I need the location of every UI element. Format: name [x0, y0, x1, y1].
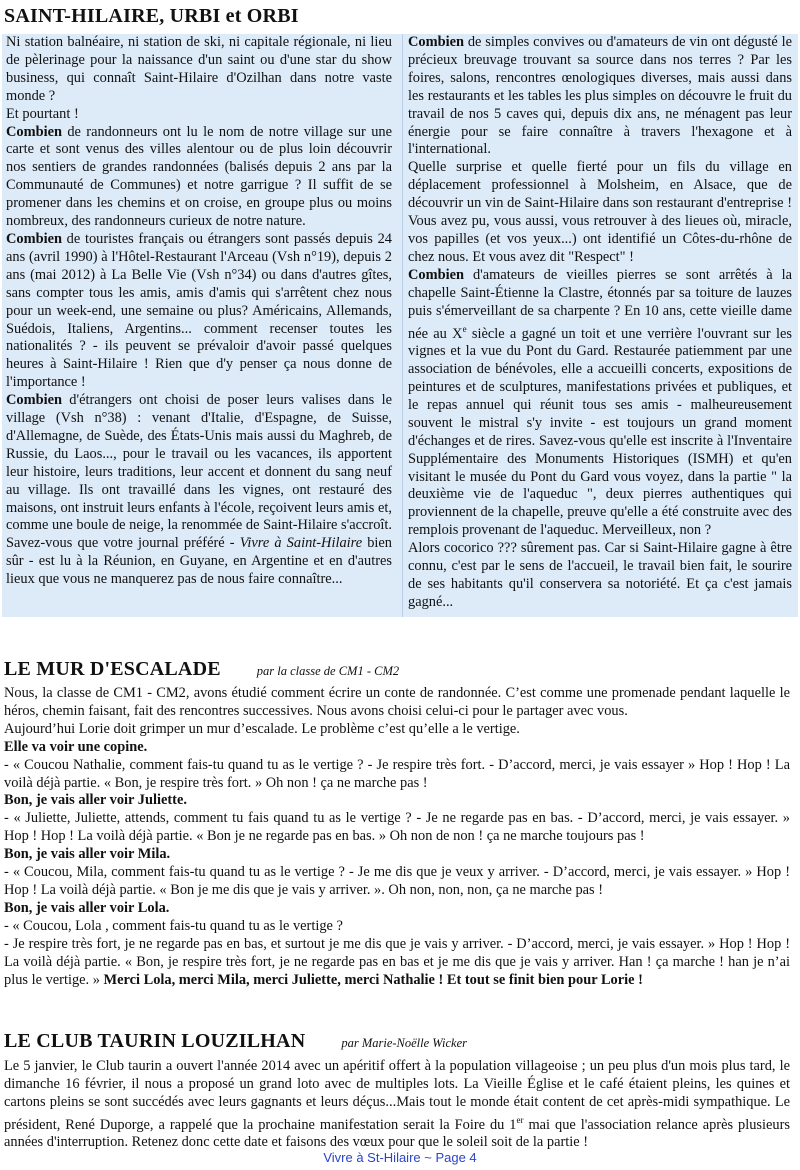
left-column: [6, 34, 392, 589]
paragraph-bold: Bon, je vais aller voir Lola.: [4, 899, 170, 916]
right-column: [408, 34, 792, 612]
paragraph: Ni station balnéaire, ni station de ski, ni capitale régionale, ni lieu de pèlerinage pour la naissance d'un saint ou d'une star du show business, qui connaît Saint-Hilaire d'Ozilhan dans notre vaste monde ?: [6, 34, 392, 104]
paragraph: Combien d'amateurs de vieilles pierres se sont arrêtés à la chapelle Saint-Étienne la Clastre, étonnés par sa toiture de lauzes puis s'émerveillant de sa charpente ? En 10 ans, cette vieille dame née au Xe siècle a gagné un toit et une verrière l'ouvrant sur les vignes et la vue du Pont du Gard. Restaurée patiemment par une association de bénévoles, elle a accueilli concerts, expositions de peintures et de sculptures, manifestations privées et publiques, et le repas annuel qui réunit tous ses amis - malheureusement souvent le mistral s'y invite - est toujours un grand moment d'échanges et de rires. Savez-vous qu'elle est inscrite à l'Inventaire Supplémentaire des Monuments Historiques (ISMH) et qu'en visitant le musée du Pont du Gard vous voyez, dans la partie " la deuxième vie de l'aqueduc ", deux pierres authentiques qui proviennent de la chapelle, preuve qu'elle a été construite avec des remplois provenant de l'aqueduc. Merveilleux, non ?: [408, 266, 793, 539]
page-footer: Vivre à St-Hilaire ~ Page 4: [323, 1150, 477, 1165]
paragraph: Le 5 janvier, le Club taurin a ouvert l'année 2014 avec un apéritif offert à la population villageoise ; un peu plus d'un mois plus tard, le dimanche 16 février, il nous a proposé un grand loto avec de multiples lots. La Vieille Église et le café étaient pleins, les quines et cartons pleins se sont succédés avec leurs gagnants et leurs déçus...Mais tout le monde était content de cet après-midi sympathique. Le président, René Duporge, a rappelé que la prochaine manifestation serait la Foire du 1er mai que l'association relance après plusieurs années d'interruption. Retenez donc cette date et faisons des vœux pour que le soleil soit de la partie !: [4, 1058, 791, 1151]
paragraph-bold: Elle va voir une copine.: [4, 738, 148, 755]
two-column-article: [2, 34, 798, 617]
paragraph: Et pourtant !: [6, 105, 79, 122]
paragraph: Nous, la classe de CM1 - CM2, avons étudié comment écrire un conte de randonnée. C’est comme une promenade pendant laquelle le héros, chemin faisant, fait des rencontres successives. Nous avons choisi celui-ci pour le partager avec vous.: [4, 685, 790, 719]
paragraph: Aujourd’hui Lorie doit grimper un mur d’escalade. Le problème c’est qu’elle a le vertige.: [4, 720, 520, 737]
paragraph: Alors cocorico ??? sûrement pas. Car si Saint-Hilaire gagne à être connu, c'est par le sens de l'accueil, le travail bien fait, le sourire de ses habitants qu'il conservera sa notoriété. Et ça c'est jamais gagné...: [408, 540, 792, 610]
paragraph: Combien d'étrangers ont choisi de poser leurs valises dans le village (Vsh n°38) : venant d'Italie, d'Espagne, de Suisse, d'Allemagne, de Suède, des États-Unis mais aussi du Maghreb, de Russie, du Laos..., pour le travail ou les vacances, ils apportent leur histoire, leurs traditions, leur accent et donnent du sang neuf au village. Ils ont travaillé dans les vignes, ont restauré des maisons, ont instruit leurs enfants à l'école, reçoivent leurs amis et, comme une boule de neige, la renommée de Saint-Hilaire s'accroît. Savez-vous que votre journal préféré - Vivre à Saint-Hilaire bien sûr - est lu à la Réunion, en Guyane, en Argentine et en d'autres lieux que vous ne manquerez pas de nous faire connaître...: [6, 392, 392, 588]
paragraph: - Je respire très fort, je ne regarde pas en bas, et surtout je me dis que je vais y arriver. - D’accord, merci, je vais essayer. » Hop ! Hop ! La voilà déjà partie. « Bon, je respire très fort, je ne regarde pas en bas et je me dis que je vais y arriver. Han ! ça marche ! han je n’ai plus le vertige. » Merci Lola, merci Mila, merci Juliette, merci Nathalie ! Et tout se finit bien pour Lorie !: [4, 935, 790, 988]
paragraph: Combien de simples convives ou d'amateurs de vin ont dégusté le précieux breuvage trouvant sa source dans nos terres ? Par les foires, salons, rencontres œnologiques diverses, mais aussi dans les restaurants et les tables les plus simples on découvre le fruit du travail de nos 5 caves qui, depuis dix ans, ne ménagent pas leur énergie pour se faire connaître à travers l'hexagone et à l'international.: [408, 34, 792, 158]
section-title-mur-escalade: LE MUR D'ESCALADE par la classe de CM1 - CM2: [4, 658, 400, 680]
paragraph: - « Coucou, Lola , comment fais-tu quand tu as le vertige ?: [4, 917, 343, 934]
paragraph: - « Coucou Nathalie, comment fais-tu quand tu as le vertige ? - Je respire très fort. - D’accord, merci, je vais essayer » Hop ! Hop ! La voilà déjà partie. « Bon, je respire très fort. » Oh non ! ça ne marche pas !: [4, 756, 790, 791]
section-title-club-taurin: LE CLUB TAURIN LOUZILHAN par Marie-Noëlle Wicker: [4, 1030, 468, 1052]
article-club-taurin: [4, 1058, 790, 1152]
paragraph: Combien de touristes français ou étrangers sont passés depuis 24 ans (avril 1990) à l'Hôtel-Restaurant l'Arceau (Vsh n°19), depuis 2 ans (mai 2012) à La Belle Vie (Vsh n°34) ou dans d'autres gîtes, sans compter tous les amis, amis d'amis qui s'arrêtent chez nous pour un week-end, une semaine ou plus? Américains, Allemands, Suédois, Italiens, Argentins... comment recenser toutes les nationalités ? - ils peuvent se prévaloir d'avoir passé quelques heures à Saint-Hilaire ! Rien que d'y penser ça nous donne de l'importance !: [6, 230, 392, 391]
paragraph-bold: Bon, je vais aller voir Juliette.: [4, 792, 187, 809]
paragraph: Combien de randonneurs ont lu le nom de notre village sur une carte et sont venus des villes alentour ou de plus loin découvrir nos sentiers de grandes randonnées (balisés depuis 2 ans par la Communauté de Communes) et notre garrigue ? Il suffit de se promener dans les chemins et on croise, en groupe plus ou moins nombreux, des randonneurs curieux de notre nature.: [6, 123, 392, 230]
paragraph: - « Juliette, Juliette, attends, comment tu fais quand tu as le vertige ? - Je ne regarde pas en bas. - D’accord, merci, je vais essayer. » Hop ! Hop ! La voilà déjà partie. « Bon je ne regarde pas en bas. » Oh non de non ! ça ne marche toujours pas !: [4, 810, 790, 845]
paragraph: Quelle surprise et quelle fierté pour un fils du village en déplacement professionnel à Molsheim, en Alsace, que de découvrir un vin de Saint-Hilaire dans son restaurant d'entreprise ! Vous avez pu, vous aussi, vous retrouver à des lieues où, miracle, vos papilles (et vos yeux...) ont identifié un Côtes-du-rhône de chez nous. Et vous avez dit "Respect" !: [408, 159, 792, 265]
paragraph-bold: Bon, je vais aller voir Mila.: [4, 846, 171, 863]
paragraph: - « Coucou, Mila, comment fais-tu quand tu as le vertige ? - Je me dis que je veux y arriver. - D’accord, merci, je vais essayer. » Hop ! Hop ! La voilà déjà partie. « Bon je me dis que je vais y arriver. ». Oh non, non, non, ça ne marche pas !: [4, 864, 790, 898]
byline: par la classe de CM1 - CM2: [256, 664, 400, 678]
column-divider: [402, 34, 403, 617]
byline: par Marie-Noëlle Wicker: [341, 1036, 468, 1050]
story-mur-escalade: [4, 685, 790, 989]
section-title-saint-hilaire: SAINT-HILAIRE, URBI et ORBI: [4, 5, 299, 27]
